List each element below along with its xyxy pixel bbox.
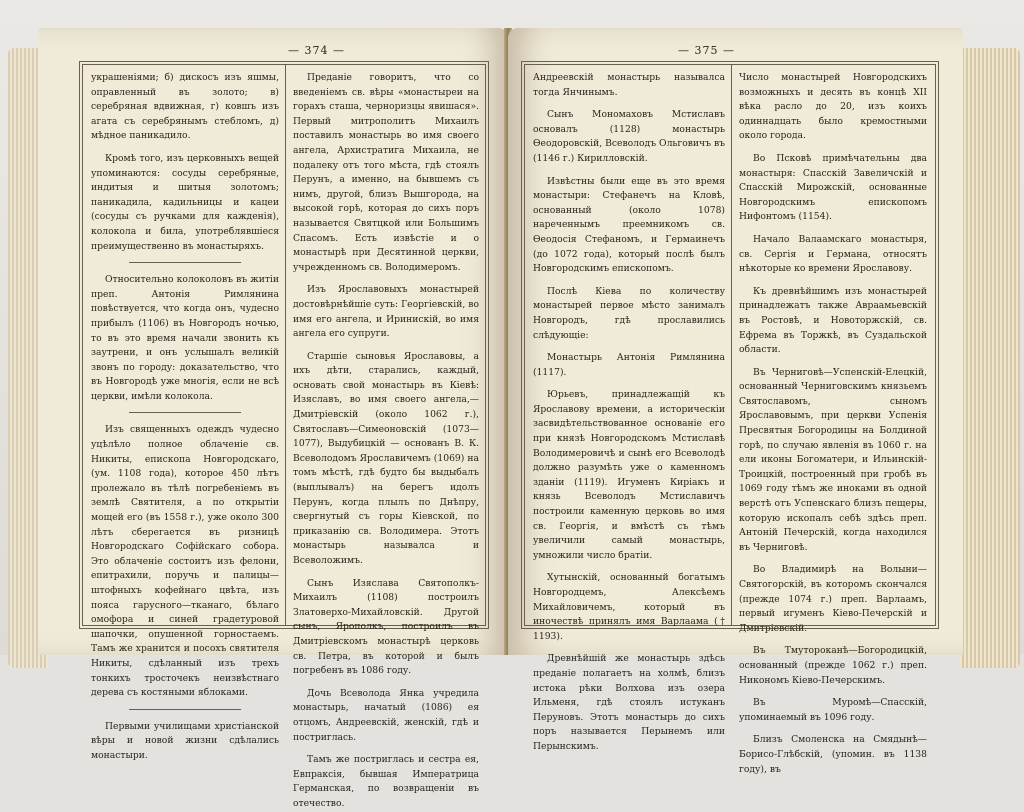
paragraph: Монастырь Антонiя Римлянина (1117). [533,352,725,378]
paragraph: Извѣстны были еще въ это время монастыри: Стефанечъ на Кловѣ, основанный (около 1078) нареченнымъ преемникомъ св. Ѳеодосiя Стефаномъ, и Гермаинечъ (до 1072 года), который послѣ былъ Новгородскимъ епископомъ. [533,175,725,275]
column-divider [285,65,286,625]
paragraph: Въ Черниговѣ—Успенскiй-Елецкiй, основанный Черниговскимъ князьемъ Святославомъ, сыномъ Ярославовымъ, при церкви Успенiя Пресвятыя Богородицы на Болдиной горѣ, по случаю явленiя въ 1060 г. на ели иконы Богоматери, и Ильинскiй-Троицкiй, построенный при гробѣ въ 1069 году тѣмъ же иноками въ одной верстѣ отъ Успенскаго близъ пещеры, которую ископалъ себѣ здѣсь преп. Антонiй Печерскiй, когда находился въ Черниговѣ. [739,366,927,553]
right-page [508,28,963,775]
divider [129,709,242,710]
paragraph: Первыми училищами христiанской вѣры и новой жизни сдѣлались монастыри. [91,720,279,761]
left-column-1 [91,71,279,761]
paragraph: Сынъ Мономаховъ Мстиславъ основалъ (1128) монастырь Ѳеодоровскiй, Всеволодъ Ольговичъ въ (1146 г.) Кирилловскiй. [533,109,725,164]
paragraph: Юрьевъ, принадлежащiй къ Ярославову времени, а историческiи засвидѣтельствованное основанiе его при князѣ Новгородскомъ Мстиславѣ Володимеровичѣ и сынѣ его Всеволодѣ должно разумѣть уже о каменномъ зданiи (1119). Игуменъ Кирiакъ и князь Всеволодъ Мстиславичъ построили каменную церковь во имя св. Георгiя, и вмѣстѣ съ тѣмъ увеличили самый монастырь, умножили число братiи. [533,389,725,561]
paragraph: Дочь Всеволода Янка учредила монастырь, начатый (1086) ея отцомъ, Андреевскiй, женскiй, гдѣ и постриглась. [293,687,479,743]
paragraph: Преданiе говоритъ, что со введенiемъ св. вѣры «монастыреи на горахъ сташа, черноризцы явишася». Первый митрополитъ Михаилъ поставилъ монастырь во имя своего ангела, Архистратига Михаила, не подалеку отъ того мѣста, гдѣ стоялъ Перунъ, а именно, на бывшемъ съ нимъ, другой, близъ Вышгорода, на высокой горѣ, которая до сихъ поръ называется Святцкой или Большимъ Спасомъ. Есть извѣстiе и о монастырѣ при Десятинной церкви, учрежденномъ св. Володимеромъ. [293,72,479,273]
open-book [8,18,1020,809]
column-divider [731,65,732,625]
left-page-number: — 374 — [288,44,345,57]
right-page-edges [960,48,1020,668]
paragraph: Изъ священныхъ одеждъ чудесно уцѣлѣло полное облаченiе св. Никиты, епископа Новгородскаго, (ум. 1108 года), которое 450 лѣтъ пролежало въ тѣлѣ погребенiемъ въ землѣ Святителя, а по открытiи мощей его (въ 1558 г.), уже около 300 лѣтъ сберегается въ ризницѣ Новгородскаго Софiйскаго собора. Это облаченiе состоитъ изъ фелони, епитрахили, поручь и палицы—штофныхъ кофейнаго цвѣта, изъ пояса гарусного—тканаго, бѣлаго омофора и синей градетуровой шапочки, опушенной горностаемъ. Тамъ же хранится и посохъ святителя Никиты, сдѣланный изъ трехъ тонкихъ тросточекъ неизвѣстнаго дерева съ костяными яблоками. [91,424,279,699]
paragraph: Послѣ Кiева по количеству монастырей первое мѣсто занималъ Новгородъ, гдѣ прославились слѣдующiе: [533,285,725,341]
paragraph: Начало Валаамскаго монастыря, св. Сергiя и Германа, относятъ нѣкоторые ко времени Ярославову. [739,233,927,275]
left-column-2 [293,71,479,809]
paragraph: Тамъ же постриглась и сестра ея, Евпраксiя, бывшая Императрица Германская, по возвращенiи въ отечество. [293,754,479,809]
paragraph: Во Владимирѣ на Волыни—Святогорскiй, въ которомъ скончался (прежде 1074 г.) преп. Варлаамъ, первый игуменъ Кiево-Печерскiй и Дмитрiевскiй. [739,564,927,634]
left-text-frame [82,64,486,809]
paragraph: украшенiями; б) дискосъ изъ яшмы, оправленный въ золото; в) серебряная вдвижная, г) ковшъ изъ агата съ серебрянымъ стебломъ, д) мѣдное паникадило. [91,72,279,142]
paragraph: Въ Тмутороканѣ—Богородицкiй, основанный (прежде 1062 г.) преп. Никономъ Кiево-Печерскимъ. [739,645,927,686]
divider [129,412,242,413]
paragraph: Старшiе сыновья Ярославовы, а ихъ дѣти, старались, каждый, основать свой монастырь въ Кiевѣ: Изяславъ, во имя своего ангела,—Дмитрiевскiй (около 1062 г.), Святославъ—Симеоновскiй (1073—1077), Выдубицкiй — основанъ В. К. Всеволодомъ Ярославичемъ (1069) на томъ мѣстѣ, гдѣ будто бы выдыбалъ (выплывалъ) на берегъ идолъ Перунъ, когда плылъ по Днѣпру, свергнутый съ горы Кiевской, по приказанiю св. Володимера. Этотъ монастырь называлса и Всеволожимъ. [293,350,479,566]
right-page-number: — 375 — [678,44,735,57]
right-column-1 [533,71,725,752]
paragraph: Андреевскiй монастырь называлса тогда Янчинымъ. [533,72,725,98]
paragraph: Близъ Смоленска на Смядынѣ—Борисо-Глѣбскiй, (упомин. въ 1138 году), въ [739,734,927,775]
paragraph: Число монастырей Новгородскихъ возможныхъ и десять въ концѣ XII вѣка расло до 20, изъ коихъ одиннадцать было кремостными около города. [739,72,927,142]
paragraph: Хутынскiй, основанный богатымъ Новгородцемъ, Алексѣемъ Михайловичемъ, который въ иночествѣ принялъ имя Варлаама († 1193). [533,572,725,642]
right-column-2 [739,71,927,775]
paragraph: Древнѣйшiй же монастырь здѣсь преданiе полагаетъ на холмѣ, близъ истока рѣки Волхова изъ озера Ильменя, гдѣ стоялъ истуканъ Перуновъ. Этотъ монастырь до сихъ поръ называется Перынемъ или Перынскимъ. [533,653,725,752]
paragraph: Относительно колоколовъ въ житiи преп. Антонiя Римлянина повѣствуется, что когда онъ, чудесно прибылъ (1106) въ Новгородъ ночью, то въ это время начали звонить къ заутрени, и онъ услышалъ великiй звонъ по городу: доказательство, что въ Новгородѣ уже многiя, если не всѣ церкви, имѣли колокола. [91,274,279,402]
paragraph: Кромѣ того, изъ церковныхъ вещей упоминаются: сосуды серебряные, индитыя и шитыя золотомъ; паникадила, кадильницы и кацеи (сосуды съ ручками для кажденія), колокола и била, употреблявшiеся преимущественно въ монастыряхъ. [91,152,279,252]
right-text-frame [524,64,936,775]
divider [129,262,242,263]
paragraph: Во Псковѣ примѣчательны два монастыря: Спасскiй Завеличскiй и Спасскiй Мирожскiй, основанные Новгородскимъ епископомъ Нифонтомъ (1154). [739,152,927,223]
paragraph: Сынъ Изяслава Святополкъ-Михаилъ (1108) построилъ Златоверхо-Михайловскiй. Другой сынъ, Ярополкъ, построилъ въ Дмитрiевскомъ монастырѣ церковь св. Петра, въ которой и былъ погребенъ въ 1086 году. [293,577,479,677]
paragraph: Изъ Ярославовыхъ монастырей достовѣрнѣйшiе суть: Георгiевскiй, во имя его ангела, и Иринискiй, во имя ангела его супруги. [293,284,479,340]
left-page [38,28,508,809]
paragraph: Къ древнѣйшимъ изъ монастырей принадлежатъ также Авраамьевскiй въ Ростовѣ, и Новоторжскiй, св. Ефрема въ Торжкѣ, въ Суздальской области. [739,285,927,356]
paragraph: Въ Муромѣ—Спасскiй, упоминаемый въ 1096 году. [739,697,927,723]
